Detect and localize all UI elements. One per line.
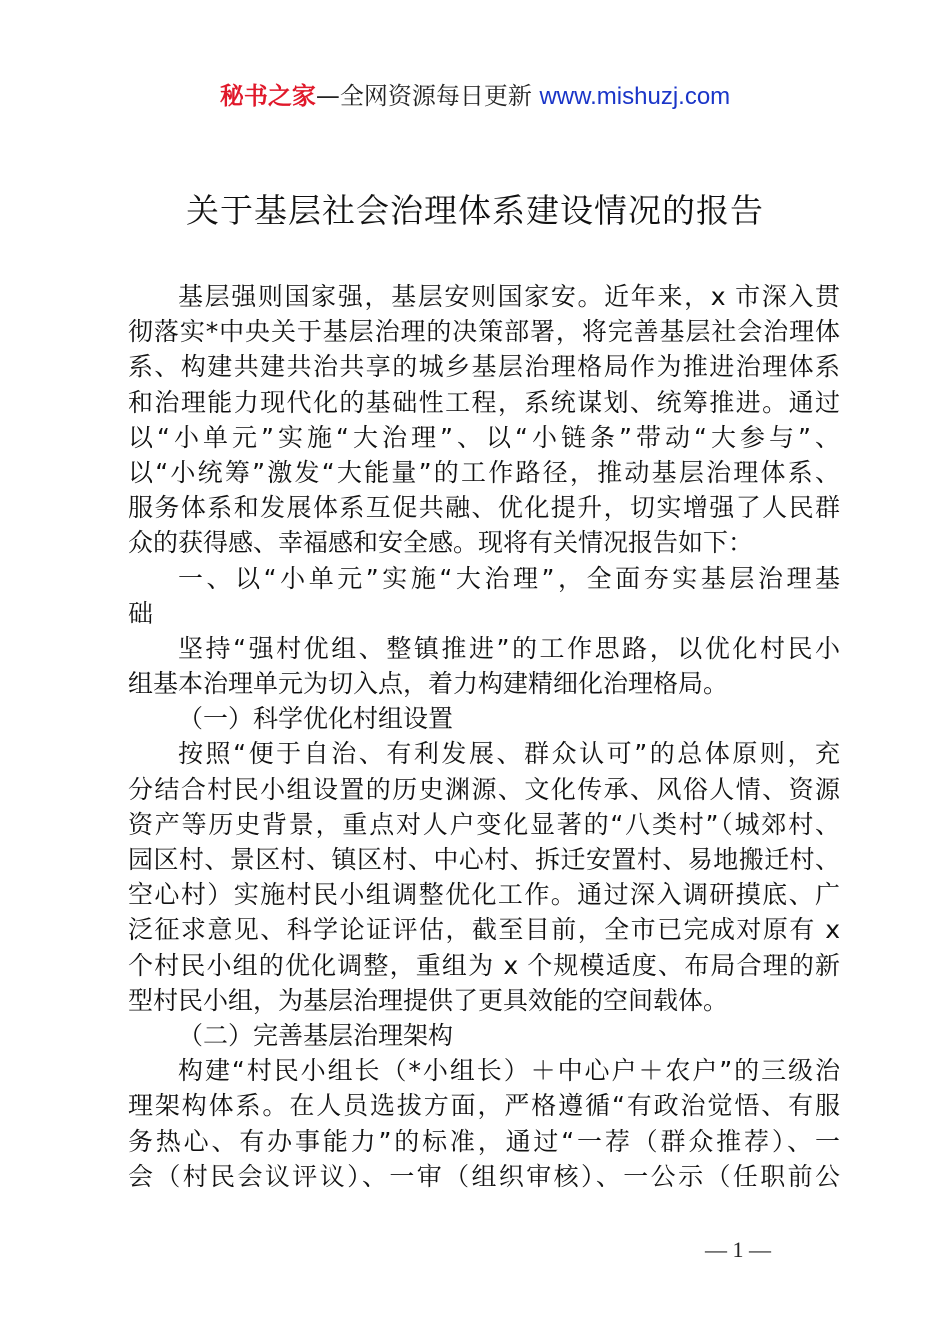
body-line: 空心村）实施村民小组调整优化工作。通过深入调研摸底、广 [128,880,840,910]
body-line: 基层强则国家强，基层安则国家安。近年来，x 市深入贯 [178,282,840,311]
body-line: 型村民小组，为基层治理提供了更具效能的空间载体。 [128,985,729,1015]
body-line: 理架构体系。在人员选拔方面，严格遵循“有政治觉悟、有服 [128,1091,840,1121]
site-url[interactable]: www.mishuzj.com [539,83,731,110]
document-title: 关于基层社会治理体系建设情况的报告 [186,191,764,230]
body-line: 服务体系和发展体系互促共融、优化提升，切实增强了人民群 [128,493,840,523]
body-line: 坚持“强村优组、整镇推进”的工作思路，以优化村民小 [178,633,840,663]
body-line: 众的获得感、幸福感和安全感。现将有关情况报告如下： [128,528,754,558]
body-line: 和治理能力现代化的基础性工程，系统谋划、统筹推进。通过 [128,387,840,417]
site-tagline: —全网资源每日更新 [315,82,540,110]
body-line: 系、构建共建共治共享的城乡基层治理格局作为推进治理体系 [128,352,840,382]
site-header [0,80,950,113]
body-line: 会（村民会议评议）、一审（组织审核）、一公示（任职前公 [128,1161,840,1191]
body-line: 以“小统筹”激发“大能量”的工作路径，推动基层治理体系、 [128,457,840,487]
section-heading-1-end: 础 [128,598,154,628]
body-line: 泛征求意见、科学论证评估，截至目前，全市已完成对原有 x [128,915,840,945]
body-line: 务热心、有办事能力”的标准，通过“一荐（群众推荐）、一 [128,1126,840,1156]
body-line: 构建“村民小组长（*小组长）＋中心户＋农户”的三级治 [178,1056,840,1086]
site-brand: 秘书之家 [219,82,316,110]
body-line: 园区村、景区村、镇区村、中心村、拆迁安置村、易地搬迁村、 [128,845,840,874]
page-number: — 1 — [705,1237,771,1262]
body-line: 资产等历史背景，重点对人户变化显著的“八类村”（城郊村、 [128,809,840,839]
document-body [128,279,840,1194]
subsection-heading-1: （一）科学优化村组设置 [178,704,454,734]
body-line: 以“小单元”实施“大治理”、以“小链条”带动“大参与”、 [128,422,840,452]
subsection-heading-2: （二）完善基层治理架构 [178,1020,454,1050]
body-line: 彻落实*中央关于基层治理的决策部署，将完善基层社会治理体 [128,317,840,347]
body-line: 分结合村民小组设置的历史渊源、文化传承、风俗人情、资源 [128,774,840,804]
body-line: 组基本治理单元为切入点，着力构建精细化治理格局。 [128,669,729,699]
body-line: 按照“便于自治、有利发展、群众认可”的总体原则，充 [178,739,840,769]
section-heading-1: 一、以“小单元”实施“大治理”，全面夯实基层治理基 [178,563,840,593]
body-line: 个村民小组的优化调整，重组为 x 个规模适度、布局合理的新 [128,950,840,980]
